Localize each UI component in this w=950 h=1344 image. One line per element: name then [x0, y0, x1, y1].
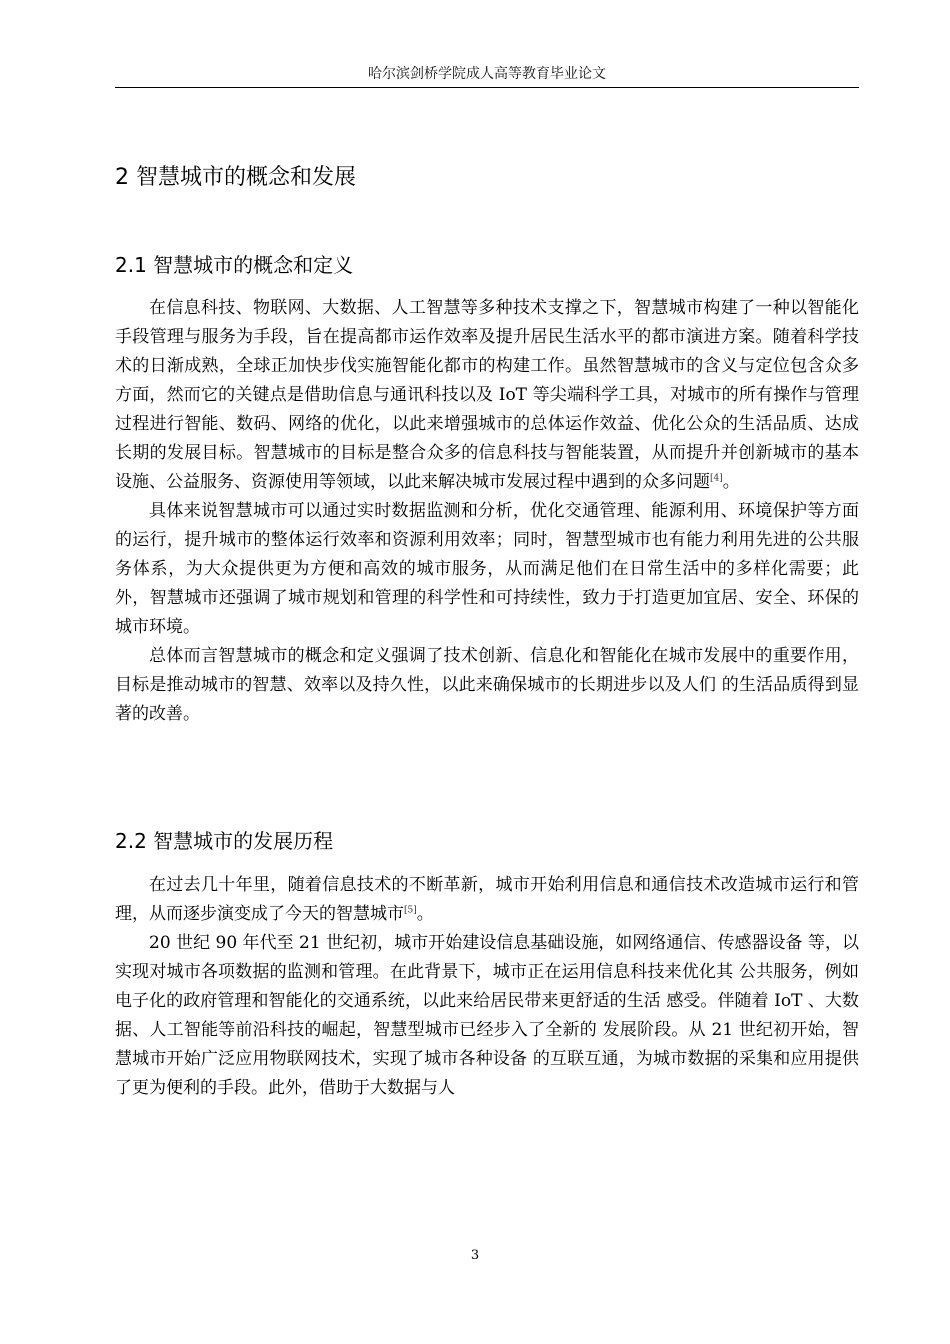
paragraph: 总体而言智慧城市的概念和定义强调了技术创新、信息化和智能化在城市发展中的重要作用， 目标是推动城市的智慧、效率以及持久性，以此来确保城市的长期进步以及人们 的生活品质得到显著的改善。	[115, 646, 859, 724]
paragraph	[115, 294, 859, 497]
header-divider	[115, 87, 859, 88]
chapter-title: 2 智慧城市的概念和发展	[115, 165, 356, 190]
paragraph-end: 。	[416, 904, 434, 924]
citation-ref: [4]	[710, 473, 723, 484]
section-2-1-body	[115, 294, 859, 729]
paragraph: 20 世纪 90 年代至 21 世纪初，城市开始建设信息基础设施，如网络通信、传感器设备 等，以实现对城市各项数据的监测和管理。在此背景下，城市正在运用信息科技来优化其 公共服务，例如电子化的政府管理和智能化的交通系统，以此来给居民带来更舒适的生活 感受。伴随着 IoT 、大数据、人工智能等前沿科技的崛起，智慧型城市已经步入了全新的 发展阶段。从 21 世纪初开始，智慧城市开始广泛应用物联网技术，实现了城市各种设备 的互联互通，为城市数据的采集和应用提供了更为便利的手段。此外，借助于大数据与人	[115, 933, 859, 1098]
paragraph-text: 在过去几十年里，随着信息技术的不断革新，城市开始利用信息和通信技术改造城市运行和管理，从而逐步演变成了今天的智慧城市	[115, 875, 859, 924]
running-header: 哈尔滨剑桥学院成人高等教育毕业论文	[368, 66, 606, 82]
section-title-2-2: 2.2 智慧城市的发展历程	[115, 829, 334, 853]
paragraph	[115, 871, 859, 929]
paragraph-text: 在信息科技、物联网、大数据、人工智慧等多种技术支撑之下，智慧城市构建了一种以智能化手段管理与服务为手段，旨在提高都市运作效率及提升居民生活水平的都市演进方案。随着科学技术的日渐成熟，全球正加快步伐实施智能化都市的构建工作。虽然智慧城市的含义与定位包含众多方面，然而它的关键点是借助信息与通讯科技以及 IoT 等尖端科学工具，对城市的所有操作与管理过程进行智能、数码、网络的优化，以此来增强城市的总体运作效益、优化公众的生活品质、达成长期的发展目标。智慧城市的目标是整合众多的信息科技与智能装置，从而提升并创新城市的基本设施、公益服务、资源使用等领域，以此来解决城市发展过程中遇到的众多问题	[115, 298, 859, 492]
paragraph: 具体来说智慧城市可以通过实时数据监测和分析，优化交通管理、能源利用、环境保护等方面的运行，提升城市的整体运行效率和资源利用效率；同时，智慧型城市也有能力利用先进的公共服务体系，为大众提供更为方便和高效的城市服务，从而满足他们在日常生活中的多样化需要；此外，智慧城市还强调了城市规划和管理的科学性和可持续性，致力于打造更加宜居、安全、环保的城市环境。	[115, 501, 859, 637]
citation-ref: [5]	[404, 905, 417, 916]
paragraph-end: 。	[722, 472, 740, 492]
section-2-2-body	[115, 871, 859, 1103]
page-number: 3	[470, 1248, 480, 1263]
section-title-2-1: 2.1 智慧城市的概念和定义	[115, 253, 354, 277]
